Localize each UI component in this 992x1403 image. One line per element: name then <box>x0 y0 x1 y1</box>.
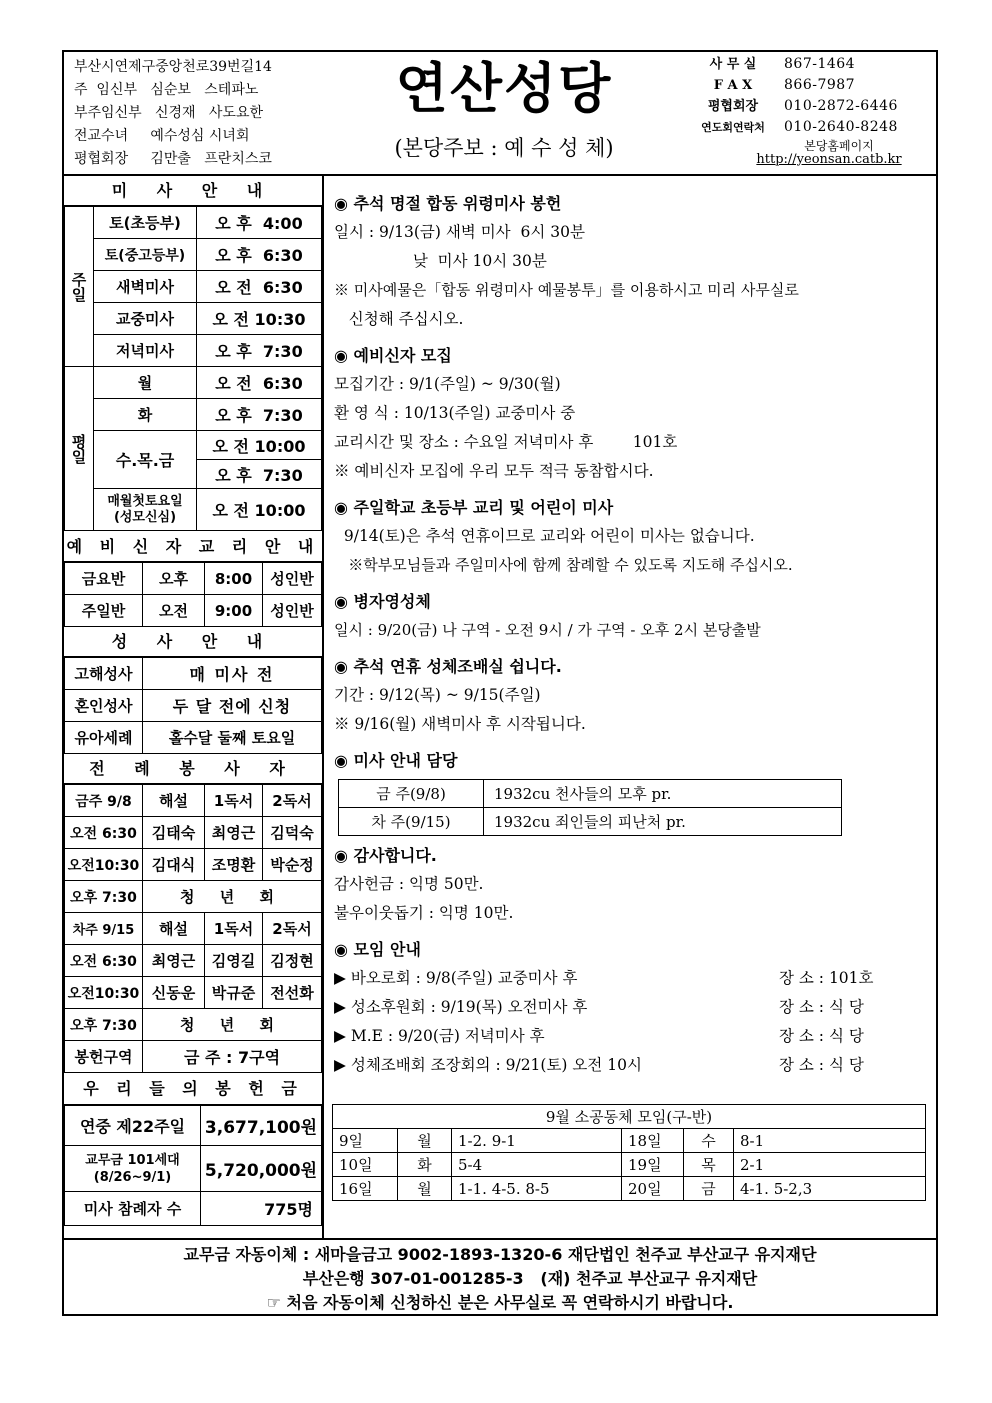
contact-row <box>682 54 936 75</box>
weekday-label: 평일 <box>65 367 94 531</box>
meeting-place: 장 소 : 식 당 <box>779 998 864 1016</box>
notice-heading: ◉ 주일학교 초등부 교리 및 어린이 미사 <box>334 498 614 517</box>
mass-schedule-table <box>64 206 322 531</box>
sg-cell: 1-2. 9-1 <box>452 1129 622 1153</box>
sg-cell: 20일 <box>622 1177 684 1201</box>
mass-name: 수.목.금 <box>94 431 197 489</box>
sg-cell: 9일 <box>333 1129 398 1153</box>
notice-column <box>334 190 930 1080</box>
mass-time: 오 전 6:30 <box>197 367 322 399</box>
contact-label: 연도회연락처 <box>701 121 765 134</box>
meeting-info: ▶ 바오로회 : 9/8(주일) 교중미사 후 <box>334 969 578 987</box>
council-president-line: 평협회장 김만출 프란치스코 <box>74 151 272 167</box>
liturgy-cell: 차주 9/15 <box>65 913 143 945</box>
notice-area <box>324 176 936 1238</box>
title-block <box>334 54 674 166</box>
sacrament-info: 홀수달 둘째 토요일 <box>143 722 322 754</box>
notice-line: ※ 9/16(월) 새벽미사 후 시작됩니다. <box>334 715 586 733</box>
guide-week: 차 주(9/15) <box>339 808 484 836</box>
small-group-table <box>332 1104 926 1201</box>
class-time: 9:00 <box>205 595 263 627</box>
notice-heading: ◉ 병자영성체 <box>334 592 431 611</box>
notice-heading: ◉ 모임 안내 <box>334 940 421 959</box>
sisters-line: 전교수녀 예수성심 시녀회 <box>74 128 250 144</box>
sg-cell: 19일 <box>622 1153 684 1177</box>
notice-line: 일시 : 9/20(금) 나 구역 - 오전 9시 / 가 구역 - 오후 2시 본당출발 <box>334 621 761 639</box>
notice-line: 환 영 식 : 10/13(주일) 교중미사 중 <box>334 404 576 422</box>
liturgy-cell: 오후 7:30 <box>65 1009 143 1041</box>
offering-amount: 5,720,000원 <box>201 1146 322 1192</box>
liturgy-cell: 오전 6:30 <box>65 817 143 849</box>
liturgy-cell: 박규준 <box>205 977 263 1009</box>
class-group: 성인반 <box>263 595 322 627</box>
liturgy-cell: 오전10:30 <box>65 977 143 1009</box>
class-time: 8:00 <box>205 563 263 595</box>
mass-name: 매월첫토요일 (성모신심) <box>94 489 197 531</box>
notice-heading: ◉ 추석 명절 합동 위령미사 봉헌 <box>334 194 562 213</box>
liturgy-cell: 오전10:30 <box>65 849 143 881</box>
liturgy-cell: 오전 6:30 <box>65 945 143 977</box>
liturgy-heading: 전 례 봉 사 자 <box>64 754 322 784</box>
liturgy-cell: 해설 <box>143 913 205 945</box>
guide-week: 금 주(9/8) <box>339 780 484 808</box>
liturgy-cell: 김정현 <box>263 945 322 977</box>
mass-name: 저녁미사 <box>94 335 197 367</box>
sg-cell: 16일 <box>333 1177 398 1201</box>
liturgy-cell: 2독서 <box>263 785 322 817</box>
sg-cell: 18일 <box>622 1129 684 1153</box>
class-group: 성인반 <box>263 563 322 595</box>
notice-line: 기간 : 9/12(목) ~ 9/15(주일) <box>334 686 541 704</box>
class-period: 오후 <box>143 563 205 595</box>
bulletin-frame <box>62 50 938 1316</box>
liturgy-cell: 김태숙 <box>143 817 205 849</box>
notice-line: 낮 미사 10시 30분 <box>334 252 547 270</box>
sacrament-name: 혼인성사 <box>65 690 143 722</box>
mass-name: 토(중고등부) <box>94 239 197 271</box>
meeting-place: 장 소 : 식 당 <box>779 1027 864 1045</box>
contact-row <box>682 75 936 96</box>
contact-row <box>682 117 936 138</box>
pastor-line: 주 임신부 심순보 스테파노 <box>74 82 259 98</box>
sunday-label: 주일 <box>65 207 94 367</box>
meeting-place: 장 소 : 101호 <box>779 969 874 987</box>
mass-guide-table <box>338 779 842 836</box>
left-sidebar <box>64 176 324 1238</box>
homepage-block <box>682 140 936 166</box>
small-group-title: 9월 소공동체 모임(구-반) <box>333 1105 926 1129</box>
sacrament-name: 고해성사 <box>65 658 143 690</box>
sg-cell: 5-4 <box>452 1153 622 1177</box>
bank-line-1: 교무금 자동이체 : 새마을금고 9002-1893-1320-6 재단법인 천주교 부산교구 유지재단 <box>183 1245 817 1264</box>
contact-row <box>682 96 936 117</box>
liturgy-cell: 신동운 <box>143 977 205 1009</box>
class-period: 오전 <box>143 595 205 627</box>
liturgy-table <box>64 784 322 1073</box>
mass-name: 월 <box>94 367 197 399</box>
bank-line-2: 부산은행 307-01-001285-3 (재) 천주교 부산교구 유지재단 <box>302 1269 758 1288</box>
guide-team: 1932cu 죄인들의 피난처 pr. <box>484 808 842 836</box>
sg-cell: 10일 <box>333 1153 398 1177</box>
offering-area-value: 금 주 : 7구역 <box>143 1041 322 1073</box>
mass-name: 새벽미사 <box>94 271 197 303</box>
notice-line: 일시 : 9/13(금) 새벽 미사 6시 30분 <box>334 223 585 241</box>
sacrament-info: 두 달 전에 신청 <box>143 690 322 722</box>
contact-value: 867-1464 <box>784 56 856 72</box>
sacrament-table <box>64 657 322 754</box>
liturgy-cell: 1독서 <box>205 913 263 945</box>
notice-heading: ◉ 감사합니다. <box>334 846 437 865</box>
notice-line: 불우이웃돕기 : 익명 10만. <box>334 904 514 922</box>
mass-time: 오 후 7:30 <box>197 460 322 489</box>
sg-cell: 수 <box>684 1129 734 1153</box>
liturgy-cell: 김대식 <box>143 849 205 881</box>
contact-value: 866-7987 <box>784 77 856 93</box>
meeting-row <box>334 993 930 1022</box>
associate-pastor-line: 부주임신부 신경재 사도요한 <box>74 105 263 121</box>
liturgy-cell: 오후 7:30 <box>65 881 143 913</box>
sg-cell: 금 <box>684 1177 734 1201</box>
mass-time: 오 후 4:00 <box>197 207 322 239</box>
mass-time: 오 전 10:00 <box>197 489 322 531</box>
liturgy-cell: 2독서 <box>263 913 322 945</box>
liturgy-cell: 김영길 <box>205 945 263 977</box>
liturgy-cell: 조명환 <box>205 849 263 881</box>
notice-line: ※ 예비신자 모집에 우리 모두 적극 동참합시다. <box>334 462 654 480</box>
bank-transfer-footer <box>64 1238 936 1314</box>
notice-line: ※ 미사예물은「합동 위령미사 예물봉투」를 이용하시고 미리 사무실로 <box>334 281 799 299</box>
notice-heading: ◉ 추석 연휴 성체조배실 쉽니다. <box>334 657 562 676</box>
parish-address: 부산시연제구중앙천로39번길14 <box>74 59 272 75</box>
offering-amount: 3,677,100원 <box>201 1106 322 1146</box>
sg-cell: 1-1. 4-5. 8-5 <box>452 1177 622 1201</box>
liturgy-cell: 해설 <box>143 785 205 817</box>
notice-line: 9/14(토)은 추석 연휴이므로 교리와 어린이 미사는 없습니다. <box>334 527 755 545</box>
notice-heading: ◉ 예비신자 모집 <box>334 346 452 365</box>
sg-cell: 4-1. 5-2,3 <box>734 1177 926 1201</box>
meeting-info: ▶ 성체조배회 조장회의 : 9/21(토) 오전 10시 <box>334 1056 642 1074</box>
mass-time: 오 전 10:00 <box>197 431 322 460</box>
sacrament-info: 매 미사 전 <box>143 658 322 690</box>
meeting-info: ▶ M.E : 9/20(금) 저녁미사 후 <box>334 1027 545 1045</box>
bank-note: ☞ 처음 자동이체 신청하신 분은 사무실로 꼭 연락하시기 바랍니다. <box>266 1293 734 1312</box>
small-group-schedule <box>332 1104 926 1201</box>
contact-label: 사 무 실 <box>709 57 757 72</box>
contact-value: 010-2640-8248 <box>784 119 898 135</box>
liturgy-cell: 청 년 회 <box>143 881 322 913</box>
sg-cell: 2-1 <box>734 1153 926 1177</box>
offering-area-label: 봉헌구역 <box>65 1041 143 1073</box>
liturgy-cell: 청 년 회 <box>143 1009 322 1041</box>
meeting-row <box>334 964 930 993</box>
mass-schedule-heading: 미 사 안 내 <box>64 176 322 206</box>
meeting-row <box>334 1022 930 1051</box>
notice-line: 감사헌금 : 익명 50만. <box>334 875 484 893</box>
liturgy-cell: 박순정 <box>263 849 322 881</box>
parish-staff-info <box>74 56 324 171</box>
liturgy-cell: 1독서 <box>205 785 263 817</box>
mass-time: 오 후 7:30 <box>197 335 322 367</box>
liturgy-cell: 금주 9/8 <box>65 785 143 817</box>
notice-line: 신청해 주십시오. <box>334 310 464 328</box>
bulletin-header <box>64 52 936 176</box>
contact-info <box>682 54 936 166</box>
homepage-label: 본당홈페이지 <box>804 139 874 153</box>
notice-heading: ◉ 미사 안내 담당 <box>334 751 458 770</box>
contact-value: 010-2872-6446 <box>784 98 898 114</box>
sg-cell: 월 <box>398 1177 452 1201</box>
guide-team: 1932cu 천사들의 모후 pr. <box>484 780 842 808</box>
mass-time: 오 후 7:30 <box>197 399 322 431</box>
sg-cell: 화 <box>398 1153 452 1177</box>
liturgy-cell: 김덕숙 <box>263 817 322 849</box>
liturgy-cell: 최영근 <box>205 817 263 849</box>
liturgy-cell: 최영근 <box>143 945 205 977</box>
mass-name: 토(초등부) <box>94 207 197 239</box>
meeting-row <box>334 1051 930 1080</box>
meeting-info: ▶ 성소후원회 : 9/19(목) 오전미사 후 <box>334 998 588 1016</box>
mass-name: 화 <box>94 399 197 431</box>
mass-time: 오 전 6:30 <box>197 271 322 303</box>
sacrament-name: 유아세례 <box>65 722 143 754</box>
notice-line: ※학부모님들과 주일미사에 함께 참례할 수 있도록 지도해 주십시오. <box>334 556 793 574</box>
mass-time: 오 전 10:30 <box>197 303 322 335</box>
sg-cell: 월 <box>398 1129 452 1153</box>
homepage-link[interactable]: http://yeonsan.catb.kr <box>756 152 902 167</box>
offering-label: 교무금 101세대 (8/26~9/1) <box>65 1146 201 1192</box>
sg-cell: 8-1 <box>734 1129 926 1153</box>
class-name: 주일반 <box>65 595 143 627</box>
catechism-table <box>64 562 322 627</box>
mass-name: 교중미사 <box>94 303 197 335</box>
liturgy-cell: 전선화 <box>263 977 322 1009</box>
offering-amount: 775명 <box>201 1192 322 1226</box>
catechism-heading: 예 비 신 자 교 리 안 내 <box>64 531 322 562</box>
mass-time: 오 후 6:30 <box>197 239 322 271</box>
offering-heading: 우 리 들 의 봉 헌 금 <box>64 1073 322 1105</box>
offering-label: 미사 참례자 수 <box>65 1192 201 1226</box>
notice-line: 교리시간 및 장소 : 수요일 저녁미사 후 101호 <box>334 433 678 451</box>
parish-title: 연산성당 <box>395 57 613 120</box>
offering-table <box>64 1105 322 1226</box>
bulletin-subtitle: (본당주보 : 예 수 성 체) <box>394 136 614 160</box>
sg-cell: 목 <box>684 1153 734 1177</box>
offering-label: 연중 제22주일 <box>65 1106 201 1146</box>
contact-label: F A X <box>713 78 753 93</box>
contact-label: 평협회장 <box>707 99 759 114</box>
notice-line: 모집기간 : 9/1(주일) ~ 9/30(월) <box>334 375 561 393</box>
class-name: 금요반 <box>65 563 143 595</box>
meeting-place: 장 소 : 식 당 <box>779 1056 864 1074</box>
sacrament-heading: 성 사 안 내 <box>64 627 322 657</box>
